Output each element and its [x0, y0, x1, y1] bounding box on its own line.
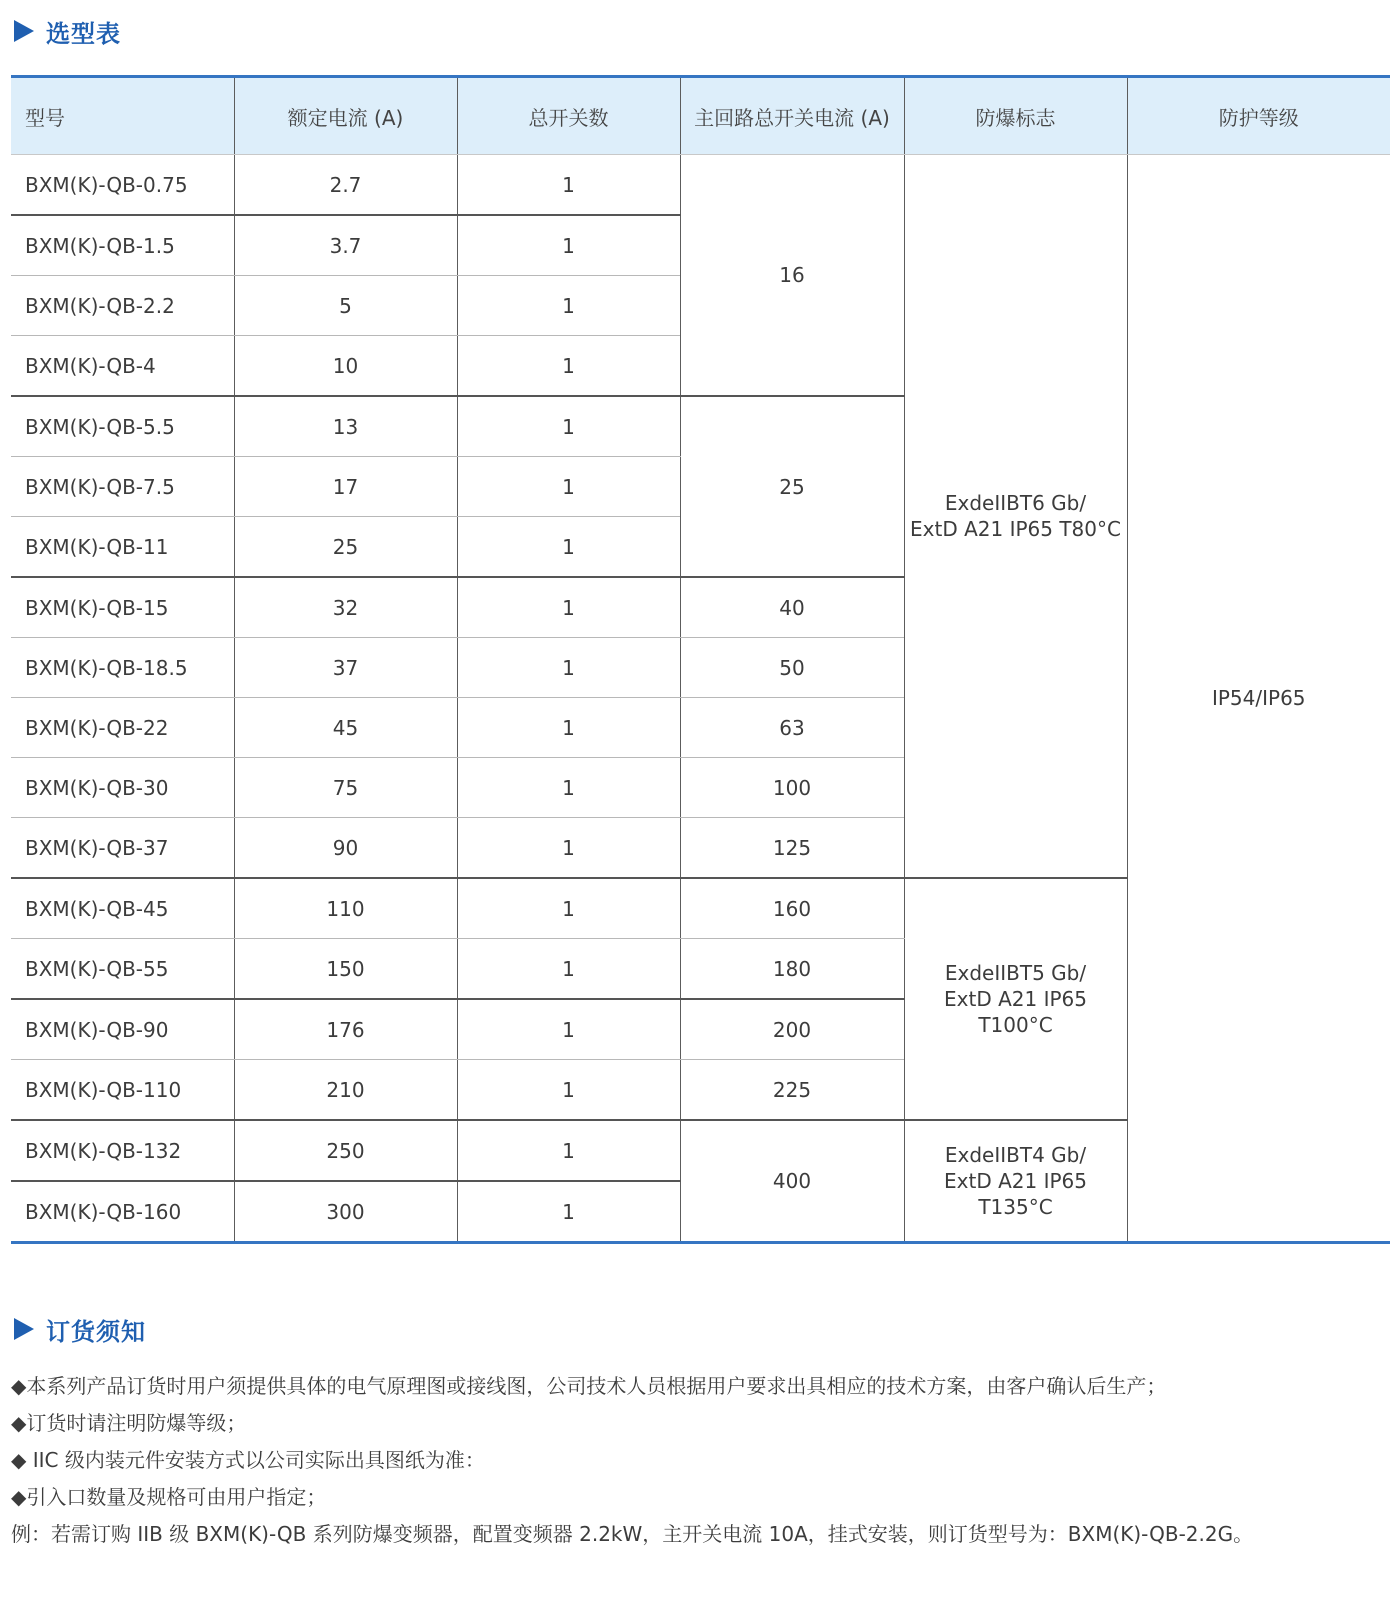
current-cell: 300: [234, 1181, 457, 1243]
header-switch-count: 总开关数: [457, 77, 680, 155]
switches-cell: 1: [457, 939, 680, 1000]
current-cell: 37: [234, 638, 457, 698]
current-cell: 250: [234, 1120, 457, 1181]
header-rated-current: 额定电流 (A): [234, 77, 457, 155]
section-header-selection: [14, 14, 121, 48]
header-model: 型号: [11, 77, 234, 155]
ex-mark-line: ExdeIIBT5 Gb/: [944, 961, 1087, 985]
model-cell: BXM(K)-QB-90: [11, 999, 234, 1060]
note-line: ◆引入口数量及规格可由用户指定；: [11, 1485, 327, 1509]
switches-cell: 1: [457, 336, 680, 397]
switches-cell: 1: [457, 396, 680, 457]
section-title: 订货须知: [46, 1317, 146, 1346]
model-cell: BXM(K)-QB-45: [11, 878, 234, 939]
header-ex-mark: 防爆标志: [904, 77, 1127, 155]
note-line: ◆本系列产品订货时用户须提供具体的电气原理图或接线图，公司技术人员根据用户要求出具相应的技术方案，由客户确认后生产；: [11, 1374, 1167, 1398]
model-cell: BXM(K)-QB-15: [11, 577, 234, 638]
ex-mark-line: ExtD A21 IP65 T80°C: [910, 517, 1121, 541]
switches-cell: 1: [457, 818, 680, 879]
current-cell: 25: [234, 517, 457, 578]
switches-cell: 1: [457, 517, 680, 578]
model-cell: BXM(K)-QB-37: [11, 818, 234, 879]
current-cell: 32: [234, 577, 457, 638]
model-cell: BXM(K)-QB-5.5: [11, 396, 234, 457]
switches-cell: 1: [457, 577, 680, 638]
switches-cell: 1: [457, 276, 680, 336]
section-title: 选型表: [46, 19, 121, 48]
ex-mark-line: ExdeIIBT4 Gb/: [944, 1143, 1087, 1167]
note-line: ◆订货时请注明防爆等级；: [11, 1411, 247, 1435]
current-cell: 176: [234, 999, 457, 1060]
switches-cell: 1: [457, 215, 680, 276]
header-main-switch-current: 主回路总开关电流 (A): [680, 77, 904, 155]
ex-mark-line: ExtD A21 IP65 T100°C: [944, 987, 1087, 1037]
ex-mark-cell: [904, 878, 1127, 1120]
switches-cell: 1: [457, 698, 680, 758]
main-current-cell: 200: [680, 999, 904, 1060]
table-row: [11, 155, 1390, 216]
model-cell: BXM(K)-QB-160: [11, 1181, 234, 1243]
switches-cell: 1: [457, 457, 680, 517]
model-cell: BXM(K)-QB-18.5: [11, 638, 234, 698]
header-protection: 防护等级: [1127, 77, 1390, 155]
switches-cell: 1: [457, 1181, 680, 1243]
main-current-cell: 50: [680, 638, 904, 698]
model-cell: BXM(K)-QB-132: [11, 1120, 234, 1181]
ordering-notes: [11, 1368, 1391, 1553]
model-cell: BXM(K)-QB-2.2: [11, 276, 234, 336]
model-cell: BXM(K)-QB-4: [11, 336, 234, 397]
main-current-cell: 40: [680, 577, 904, 638]
switches-cell: 1: [457, 155, 680, 216]
current-cell: 90: [234, 818, 457, 879]
current-cell: 13: [234, 396, 457, 457]
main-current-cell: 125: [680, 818, 904, 879]
model-cell: BXM(K)-QB-11: [11, 517, 234, 578]
current-cell: 110: [234, 878, 457, 939]
model-cell: BXM(K)-QB-0.75: [11, 155, 234, 216]
current-cell: 150: [234, 939, 457, 1000]
main-current-cell: 400: [680, 1120, 904, 1243]
main-current-cell: 25: [680, 396, 904, 577]
current-cell: 210: [234, 1060, 457, 1121]
switches-cell: 1: [457, 1120, 680, 1181]
triangle-bullet-icon: [14, 20, 34, 42]
selection-table: [11, 75, 1390, 1244]
model-cell: BXM(K)-QB-110: [11, 1060, 234, 1121]
main-current-cell: 160: [680, 878, 904, 939]
ex-mark-cell: [904, 1120, 1127, 1243]
note-line: ◆ IIC 级内装元件安装方式以公司实际出具图纸为准：: [11, 1448, 485, 1472]
main-current-cell: 180: [680, 939, 904, 1000]
main-current-cell: 63: [680, 698, 904, 758]
triangle-bullet-icon: [14, 1318, 34, 1340]
model-cell: BXM(K)-QB-22: [11, 698, 234, 758]
current-cell: 45: [234, 698, 457, 758]
switches-cell: 1: [457, 758, 680, 818]
protection-cell: IP54/IP65: [1127, 155, 1390, 1243]
switches-cell: 1: [457, 638, 680, 698]
main-current-cell: 16: [680, 155, 904, 397]
switches-cell: 1: [457, 999, 680, 1060]
current-cell: 2.7: [234, 155, 457, 216]
table-header-row: [11, 77, 1390, 155]
model-cell: BXM(K)-QB-1.5: [11, 215, 234, 276]
switches-cell: 1: [457, 878, 680, 939]
ex-mark-line: ExdeIIBT6 Gb/: [944, 491, 1087, 515]
current-cell: 5: [234, 276, 457, 336]
model-cell: BXM(K)-QB-55: [11, 939, 234, 1000]
current-cell: 3.7: [234, 215, 457, 276]
model-cell: BXM(K)-QB-7.5: [11, 457, 234, 517]
note-example: 例：若需订购 IIB 级 BXM(K)-QB 系列防爆变频器，配置变频器 2.2kW，主开关电流 10A，挂式安装，则订货型号为：BXM(K)-QB-2.2G。: [11, 1522, 1254, 1546]
ex-mark-line: ExtD A21 IP65 T135°C: [944, 1169, 1087, 1219]
main-current-cell: 225: [680, 1060, 904, 1121]
current-cell: 17: [234, 457, 457, 517]
model-cell: BXM(K)-QB-30: [11, 758, 234, 818]
ex-mark-cell: [904, 155, 1127, 879]
section-header-ordering: [14, 1312, 146, 1346]
current-cell: 10: [234, 336, 457, 397]
switches-cell: 1: [457, 1060, 680, 1121]
main-current-cell: 100: [680, 758, 904, 818]
current-cell: 75: [234, 758, 457, 818]
